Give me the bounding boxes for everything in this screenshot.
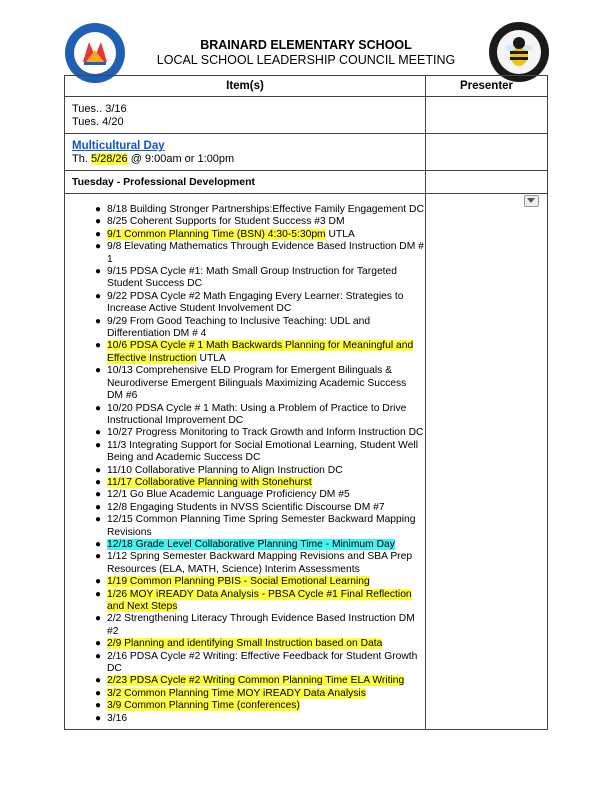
pd-item-text: 10/27 Progress Monitoring to Track Growth and Inform Instruction DC bbox=[107, 427, 424, 439]
bullet-icon: ● bbox=[95, 228, 102, 240]
pd-item-text: 1/19 Common Planning PBIS - Social Emotional Learning bbox=[107, 576, 370, 588]
pd-item-text: 1/12 Spring Semester Backward Mapping Revisions and SBA Prep Resources (ELA, MATH, Science) Interim Assessments bbox=[107, 551, 413, 575]
items-column-header: Item(s) bbox=[65, 76, 426, 97]
bullet-icon: ● bbox=[95, 700, 102, 712]
pd-item-text: 9/22 PDSA Cycle #2 Math Engaging Every Learner: Strategies to Increase Active Student Involvement DC bbox=[107, 290, 404, 315]
pd-list-item bbox=[95, 291, 425, 316]
pd-heading: Tuesday - Professional Development bbox=[72, 176, 256, 188]
presenter-cell bbox=[426, 97, 548, 134]
dates-cell bbox=[65, 97, 426, 134]
bullet-icon: ● bbox=[95, 464, 102, 476]
pd-item-text: 8/25 Coherent Supports for Student Success #3 DM bbox=[107, 216, 345, 228]
pd-list-item bbox=[95, 613, 425, 638]
pd-list-item bbox=[95, 316, 425, 341]
bullet-icon: ● bbox=[95, 365, 102, 377]
pd-list-item bbox=[95, 551, 425, 576]
bullet-icon: ● bbox=[95, 675, 102, 687]
bullet-icon: ● bbox=[95, 489, 102, 501]
presenter-cell bbox=[426, 134, 548, 171]
bullet-icon: ● bbox=[95, 216, 102, 228]
multicultural-cell: Multicultural Day Th. 5/28/26 @ 9:00am or 1:00pm bbox=[65, 134, 426, 171]
pd-item-text: 3/16 bbox=[107, 712, 128, 724]
pd-list-item bbox=[95, 688, 425, 700]
bullet-icon: ● bbox=[95, 687, 102, 699]
pd-list-item bbox=[95, 589, 425, 614]
pd-list-item bbox=[95, 440, 425, 465]
bullet-icon: ● bbox=[95, 514, 102, 526]
pd-list-item bbox=[95, 340, 425, 365]
pd-item-suffix: UTLA bbox=[325, 228, 355, 240]
pd-list-item bbox=[95, 465, 425, 477]
pd-list-item bbox=[95, 266, 425, 291]
bullet-icon: ● bbox=[95, 650, 102, 662]
bullet-icon: ● bbox=[95, 538, 102, 550]
pd-item-text: 2/2 Strengthening Literacy Through Evidence Based Instruction DM #2 bbox=[107, 613, 415, 637]
pd-list-cell bbox=[65, 194, 426, 730]
bullet-icon: ● bbox=[95, 427, 102, 439]
pd-item-text: 9/15 PDSA Cycle #1: Math Small Group Instruction for Targeted Student Success DC bbox=[107, 266, 397, 290]
bullet-icon: ● bbox=[95, 340, 102, 352]
pd-list-item bbox=[95, 204, 425, 216]
bullet-icon: ● bbox=[95, 315, 102, 327]
pd-list-item bbox=[95, 427, 425, 439]
agenda-table bbox=[64, 75, 548, 730]
pd-item-suffix: UTLA bbox=[196, 352, 226, 364]
pd-item-text: 2/16 PDSA Cycle #2 Writing: Effective Feedback for Student Growth DC bbox=[107, 650, 418, 675]
pd-list-item bbox=[95, 514, 425, 539]
pd-item-text: 2/9 Planning and identifying Small Instruction based on Data bbox=[107, 638, 383, 650]
pd-list-item bbox=[95, 638, 425, 650]
pd-item-text: 9/29 From Good Teaching to Inclusive Teaching: UDL and Differentiation DM # 4 bbox=[107, 315, 371, 340]
bullet-icon: ● bbox=[95, 501, 102, 513]
chevron-down-icon bbox=[527, 198, 535, 203]
pd-item-text: 11/17 Collaborative Planning with Stonehurst bbox=[107, 476, 312, 488]
bullet-icon: ● bbox=[95, 551, 102, 563]
bullet-icon: ● bbox=[95, 476, 102, 488]
date-line-1: Tues.. 3/16 bbox=[72, 103, 127, 115]
school-name: BRAINARD ELEMENTARY SCHOOL bbox=[200, 38, 412, 52]
pd-list-item bbox=[95, 489, 425, 501]
pd-list-item bbox=[95, 477, 425, 489]
pd-item-text: 12/8 Engaging Students in NVSS Scientific Discourse DM #7 bbox=[107, 501, 385, 513]
bullet-icon: ● bbox=[95, 439, 102, 451]
presenter-column-header: Presenter bbox=[426, 76, 548, 97]
pd-list-item bbox=[95, 216, 425, 228]
bullet-icon: ● bbox=[95, 241, 102, 253]
bullet-icon: ● bbox=[95, 712, 102, 724]
pd-list-item bbox=[95, 241, 425, 266]
bullet-icon: ● bbox=[95, 638, 102, 650]
pd-list-item bbox=[95, 700, 425, 712]
pd-list-item bbox=[95, 229, 425, 241]
pd-item-text: 12/1 Go Blue Academic Language Proficiency DM #5 bbox=[107, 489, 350, 501]
presenter-cell bbox=[426, 171, 548, 194]
pd-list bbox=[65, 204, 425, 725]
date-line-2: Tues. 4/20 bbox=[72, 116, 124, 128]
pd-item-text: 1/26 MOY iREADY Data Analysis - PBSA Cycle #1 Final Reflection and Next Steps bbox=[107, 588, 412, 612]
pd-list-item bbox=[95, 403, 425, 428]
pd-item-text: 12/18 Grade Level Collaborative Planning Time - Minimum Day bbox=[107, 538, 395, 550]
pd-list-item bbox=[95, 365, 425, 402]
pd-list-item bbox=[95, 576, 425, 588]
dropdown-toggle[interactable] bbox=[524, 195, 539, 207]
bullet-icon: ● bbox=[95, 613, 102, 625]
pd-item-text: 10/6 PDSA Cycle # 1 Math Backwards Planning for Meaningful and Effective Instruction bbox=[107, 340, 414, 364]
pd-item-text: 10/20 PDSA Cycle # 1 Math: Using a Problem of Practice to Drive Instructional Improvement DC bbox=[107, 402, 407, 426]
bullet-icon: ● bbox=[95, 204, 102, 215]
pd-item-text: 2/23 PDSA Cycle #2 Writing Common Planning Time ELA Writing bbox=[107, 675, 405, 687]
pd-list-item bbox=[95, 675, 425, 687]
multicultural-day-link[interactable]: Multicultural Day bbox=[72, 140, 165, 152]
pd-list-item bbox=[95, 502, 425, 514]
pd-list-item bbox=[95, 713, 425, 725]
bullet-icon: ● bbox=[95, 266, 102, 278]
pd-item-text: 9/1 Common Planning Time (BSN) 4:30-5:30pm bbox=[107, 228, 326, 240]
presenter-cell bbox=[426, 194, 548, 730]
pd-item-text: 3/2 Common Planning Time MOY iREADY Data Analysis bbox=[107, 687, 366, 699]
pd-list-item bbox=[95, 539, 425, 551]
pd-item-text: 10/13 Comprehensive ELD Program for Emergent Bilinguals & Neurodiverse Emergent Bilinguals Maximizing Academic Success DM #6 bbox=[107, 365, 407, 402]
pd-item-text: 8/18 Building Stronger Partnerships:Effective Family Engagement DC bbox=[107, 204, 424, 215]
pd-item-text: 3/9 Common Planning Time (conferences) bbox=[107, 700, 300, 712]
pd-item-text: 12/15 Common Planning Time Spring Semester Backward Mapping Revisions bbox=[107, 514, 416, 538]
pd-item-text: 11/3 Integrating Support for Social Emotional Learning, Student Well Being and Academic Success DC bbox=[107, 439, 419, 464]
bullet-icon: ● bbox=[95, 290, 102, 302]
pd-item-text: 11/10 Collaborative Planning to Align Instruction DC bbox=[107, 464, 343, 476]
event-date: 5/28/26 bbox=[90, 153, 128, 165]
bullet-icon: ● bbox=[95, 576, 102, 588]
pd-heading-cell bbox=[65, 171, 426, 194]
pd-list-item bbox=[95, 651, 425, 676]
bullet-icon: ● bbox=[95, 402, 102, 414]
bullet-icon: ● bbox=[95, 588, 102, 600]
pd-item-text: 9/8 Elevating Mathematics Through Evidence Based Instruction DM # 1 bbox=[107, 241, 424, 265]
meeting-title: LOCAL SCHOOL LEADERSHIP COUNCIL MEETING bbox=[156, 53, 456, 67]
